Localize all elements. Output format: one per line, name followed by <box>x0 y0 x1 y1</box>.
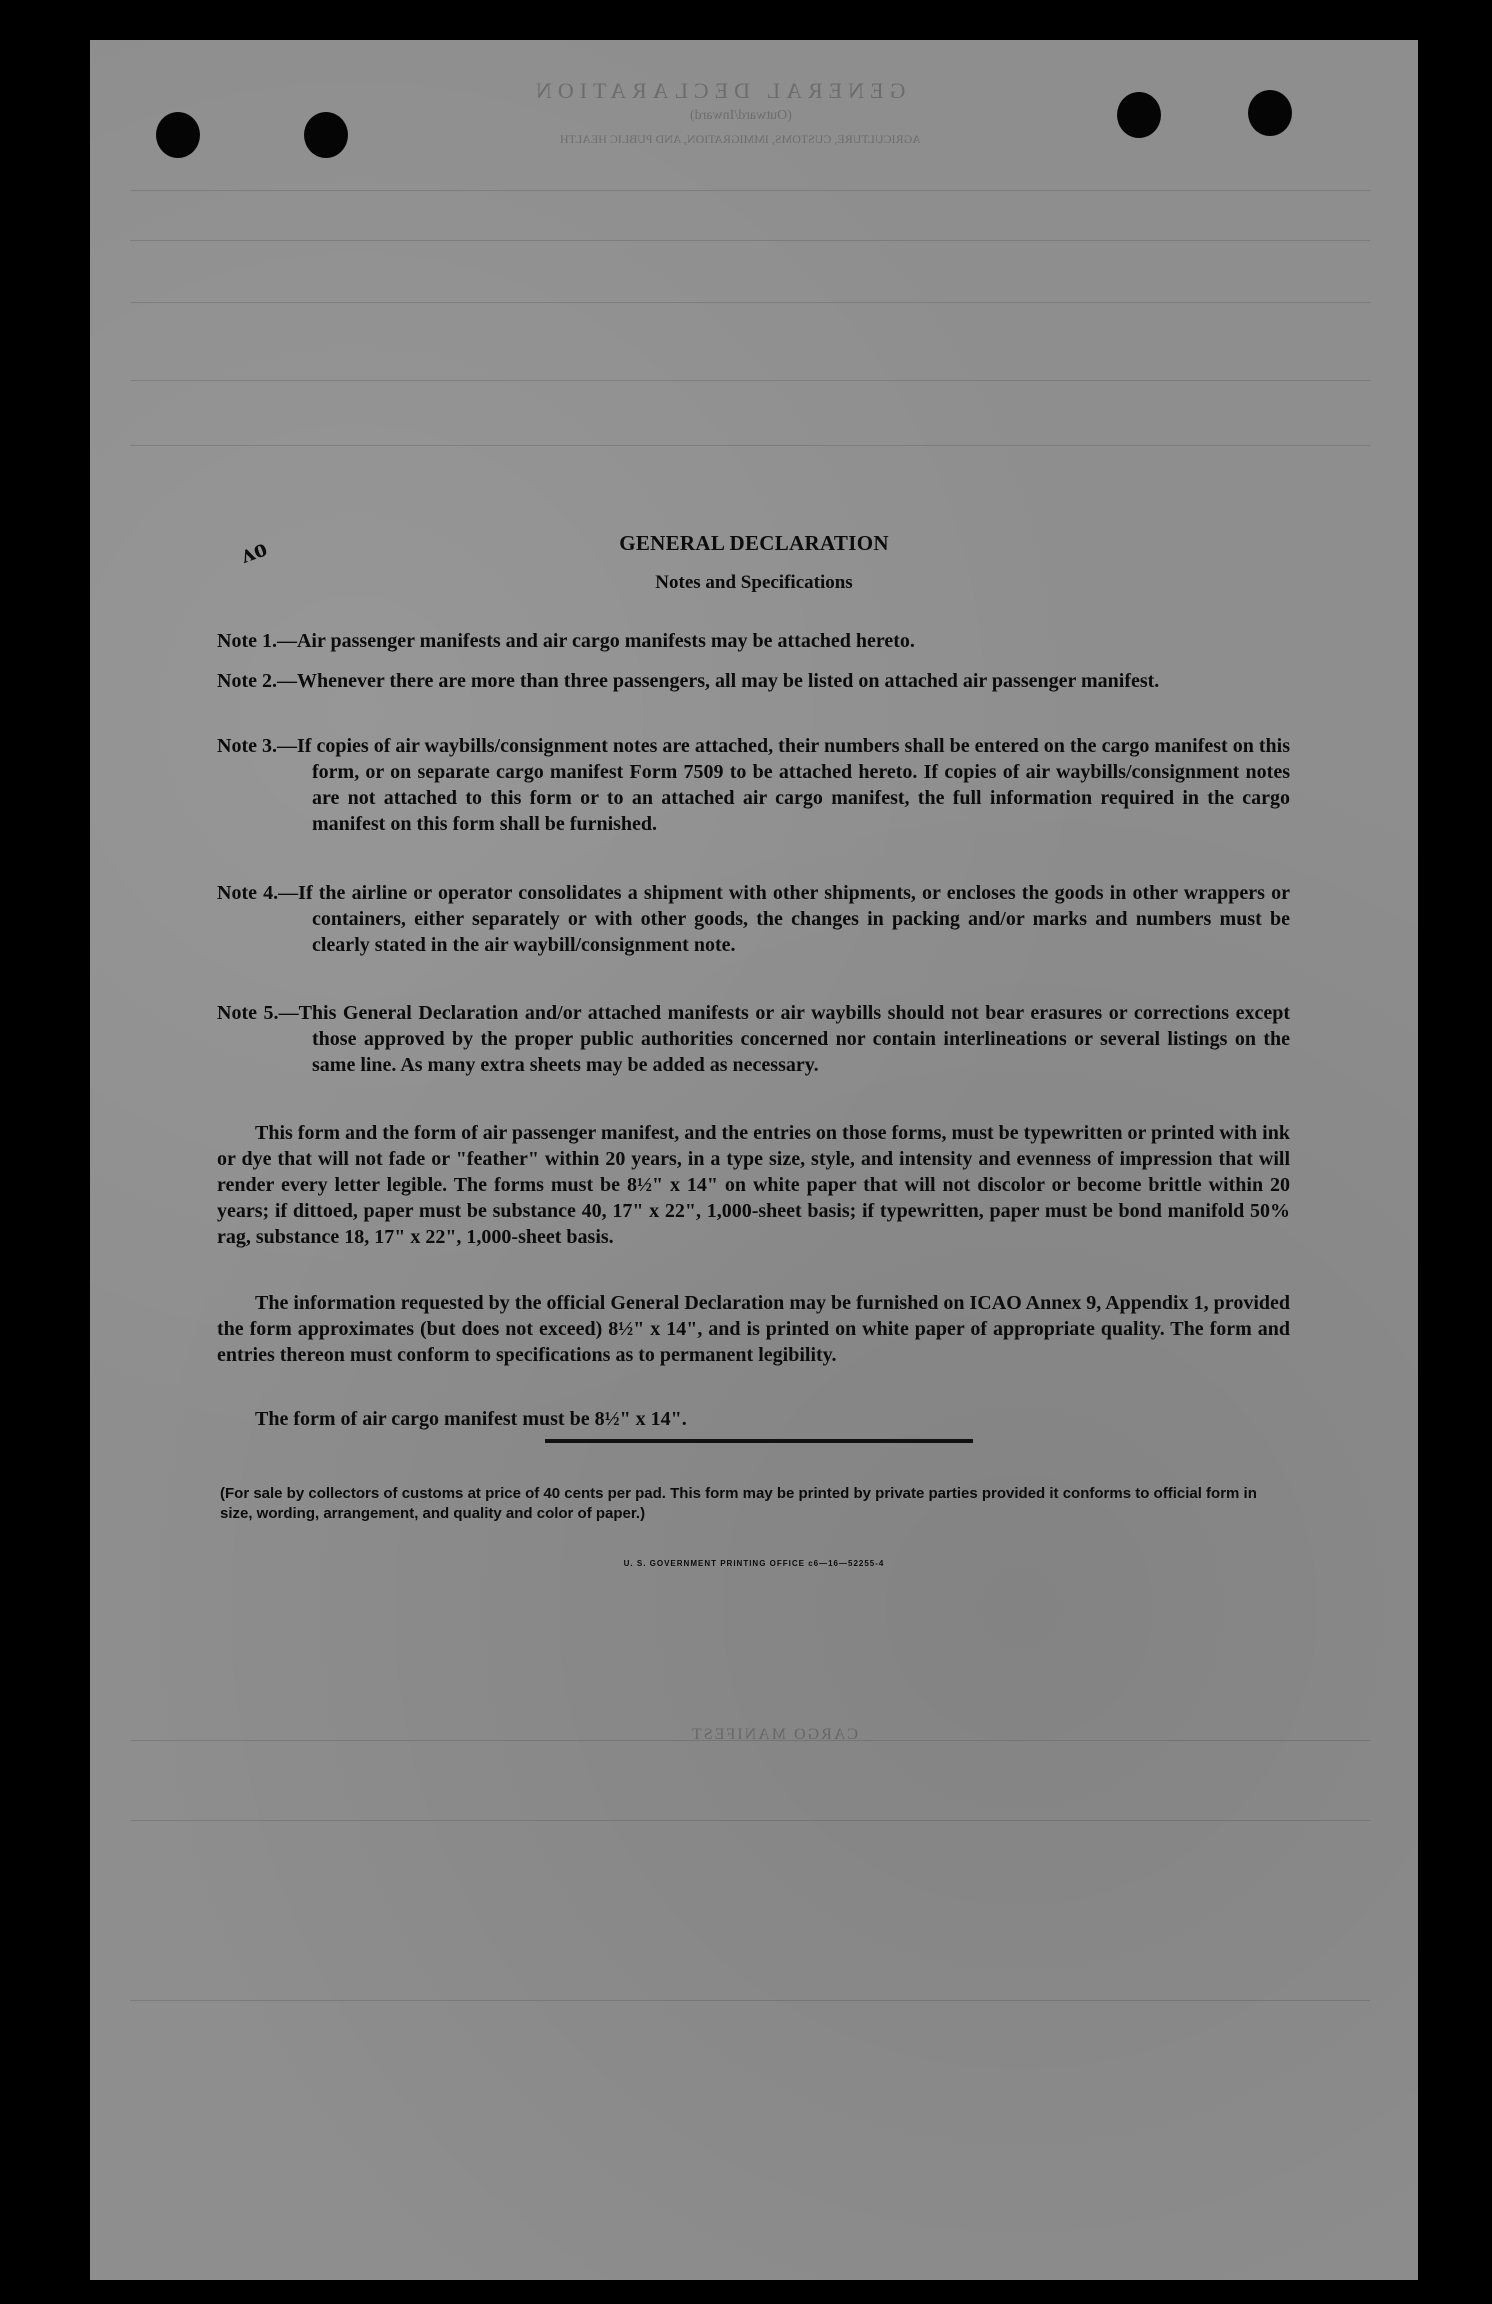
document-subtitle: Notes and Specifications <box>655 572 853 593</box>
bleed-line <box>130 190 1370 191</box>
note-label: Note 2. <box>217 670 277 692</box>
paragraph-cargo-manifest-size: The form of air cargo manifest must be 8½" x 14". <box>255 1408 687 1430</box>
separator-rule <box>545 1439 973 1443</box>
document-title: GENERAL DECLARATION <box>619 531 889 555</box>
document-page <box>90 40 1418 2280</box>
bleed-line <box>130 1740 1370 1741</box>
bleed-line <box>130 302 1370 303</box>
note-3 <box>217 733 1290 837</box>
note-label: Note 1. <box>217 630 277 652</box>
note-text: —Air passenger manifests and air cargo manifests may be attached hereto. <box>276 630 915 652</box>
bleed-through-sub1: (Outward/Inward) <box>690 108 792 123</box>
bleed-line <box>130 1820 1370 1821</box>
punch-hole-right <box>1117 92 1161 138</box>
bleed-line <box>130 2000 1370 2001</box>
paragraph-typewritten-requirements: This form and the form of air passenger manifest, and the entries on those forms, must be typewritten or printed with ink or dye that will not fade or "feather" within 20 years, in a type size, style, and intensity and evenness of impression that will render every letter legible. The forms must be 8½" x 14" on white paper that will not discolor or become brittle within 20 years; if dittoed, paper must be substance 40, 17" x 22", 1,000-sheet basis; if typewritten, paper must be bond manifold 50% rag, substance 18, 17" x 22", 1,000-sheet basis. <box>217 1122 1290 1248</box>
note-5 <box>217 1000 1290 1078</box>
bleed-through-cargo: CARGO MANIFEST <box>690 1726 859 1743</box>
bleed-through-header: GENERAL DECLARATION <box>530 78 906 103</box>
note-label: Note 4. <box>217 882 279 904</box>
note-2 <box>217 668 1290 694</box>
sale-notice: (For sale by collectors of customs at price of 40 cents per pad. This form may be printed by private parties provided it conforms to official form in size, wording, arrangement, and quality and color of paper.) <box>220 1485 1257 1522</box>
note-text: —If copies of air waybills/consignment notes are attached, their numbers shall be entered on the cargo manifest on this form, or on separate cargo manifest Form 7509 to be attached hereto. If copies of air waybills/consignment notes are not attached to this form or to an attached air cargo manifest, the full information required in the cargo manifest on this form shall be furnished. <box>277 735 1290 835</box>
bleed-line <box>130 240 1370 241</box>
bleed-line <box>130 445 1370 446</box>
note-text: —This General Declaration and/or attached manifests or air waybills should not bear erasures or corrections except those approved by the proper public authorities concerned nor contain interlineations or several listings on the same line. As many extra sheets may be added as necessary. <box>278 1002 1290 1076</box>
punch-hole-right-2 <box>1248 90 1292 136</box>
printing-office-line: U. S. GOVERNMENT PRINTING OFFICE c6—16—52255-4 <box>623 1559 885 1568</box>
note-4 <box>217 880 1290 958</box>
note-text: —Whenever there are more than three passengers, all may be listed on attached air passenger manifest. <box>276 670 1160 692</box>
note-label: Note 5. <box>217 1002 279 1024</box>
paragraph-icao-annex: The information requested by the official General Declaration may be furnished on ICAO Annex 9, Appendix 1, provided the form approximates (but does not exceed) 8½" x 14", and is printed on white paper of appropriate quality. The form and entries thereon must conform to specifications as to permanent legibility. <box>217 1292 1290 1366</box>
punch-hole-left <box>156 112 200 158</box>
note-1 <box>217 628 1290 654</box>
punch-hole-left-2 <box>304 112 348 158</box>
bleed-through-sub2: AGRICULTURE, CUSTOMS, IMMIGRATION, AND PUBLIC HEALTH <box>560 132 921 146</box>
note-text: —If the airline or operator consolidates a shipment with other shipments, or encloses the goods in other wrappers or containers, either separately or with other goods, the changes in packing and/or marks and numbers must be clearly stated in the air waybill/consignment note. <box>278 882 1290 956</box>
margin-mark: ov <box>237 537 273 574</box>
note-label: Note 3. <box>217 735 278 757</box>
bleed-line <box>130 380 1370 381</box>
